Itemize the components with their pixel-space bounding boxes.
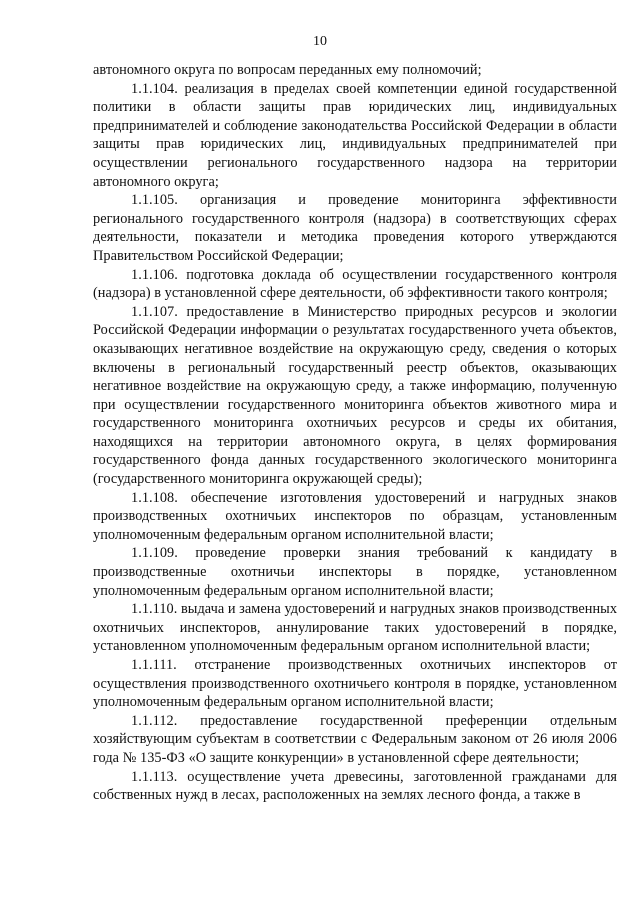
item-number: 1.1.113.	[131, 768, 178, 785]
paragraph-1-1-113	[93, 768, 617, 805]
item-number: 1.1.112.	[131, 712, 178, 729]
paragraph-text: выдача и замена удостоверений и нагрудных знаков производственных охотничьих инспекторов, аннулирование таких удостоверений в порядке, установленном уполномоченным федеральным органом исполнительной власти;	[93, 601, 618, 655]
item-number: 1.1.106.	[131, 266, 178, 283]
paragraph-text: подготовка доклада об осуществлении государственного контроля (надзора) в установленной сфере деятельности, об эффективности такого контроля;	[93, 266, 618, 302]
paragraph-1-1-111	[93, 656, 617, 712]
item-number: 1.1.108.	[131, 489, 178, 506]
item-number: 1.1.104.	[131, 80, 178, 97]
paragraph-1-1-112	[93, 712, 617, 768]
paragraph-1-1-108	[93, 489, 617, 545]
item-number: 1.1.109.	[131, 545, 178, 562]
paragraph-text: проведение проверки знания требований к кандидату в производственные охотничьи инспекторы в порядке, установленном уполномоченным федеральным органом исполнительной власти;	[93, 545, 617, 599]
item-number: 1.1.105.	[131, 192, 178, 209]
paragraph-text: автономного округа по вопросам переданных ему полномочий;	[93, 62, 482, 78]
paragraph-text: осуществление учета древесины, заготовленной гражданами для собственных нужд в лесах, расположенных на землях лесного фонда, а также в	[93, 768, 618, 804]
paragraph-continuation	[93, 61, 617, 80]
paragraph-1-1-107	[93, 303, 617, 489]
paragraph-1-1-105	[93, 191, 617, 265]
paragraph-text: предоставление в Министерство природных ресурсов и экологии Российской Федерации информации о результатах государственного учета объектов, оказывающих негативное воздействие на окружающую среду, сведения о которых включены в региональный государственный реестр объектов, оказывающих негативное воздействие на окружающую среду, а также информацию, полученную при осуществлении государственного мониторинга объектов животного мира и государственного мониторинга охотничьих ресурсов и среды их обитания, находящихся на территории автономного округа, в целях формирования государственного фонда данных государственного экологического мониторинга (государственного мониторинга окружающей среды);	[93, 303, 618, 488]
paragraph-text: реализация в пределах своей компетенции единой государственной политики в области защиты прав юридических лиц, индивидуальных предпринимателей и соблюдение законодательства Российской Федерации в области защиты прав юридических лиц, индивидуальных предпринимателей при осуществлении регионального государственного надзора на территории автономного округа;	[93, 80, 617, 190]
document-body	[93, 61, 617, 805]
paragraph-1-1-106	[93, 266, 617, 303]
item-number: 1.1.111.	[131, 657, 177, 673]
paragraph-text: организация и проведение мониторинга эффективности регионального государственного контроля (надзора) в соответствующих сферах деятельности, показатели и методика проведения которого утверждаются Правительством Российской Федерации;	[93, 192, 617, 264]
paragraph-text: обеспечение изготовления удостоверений и нагрудных знаков производственных охотничьих инспекторов по образцам, установленным уполномоченным федеральным органом исполнительной власти;	[93, 489, 618, 543]
paragraph-text: предоставление государственной преференции отдельным хозяйствующим субъектам в соответствии с Федеральным законом от 26 июля 2006 года № 135-ФЗ «О защите конкуренции» в установленной сфере деятельности;	[93, 712, 617, 766]
paragraph-text: отстранение производственных охотничьих инспекторов от осуществления производственного охотничьего контроля в порядке, установленном уполномоченным федеральным органом исполнительной власти;	[93, 657, 618, 711]
paragraph-1-1-104	[93, 80, 617, 192]
page-number: 10	[313, 34, 327, 49]
item-number: 1.1.107.	[131, 303, 178, 320]
paragraph-1-1-110	[93, 600, 617, 656]
item-number: 1.1.110.	[131, 601, 178, 618]
paragraph-1-1-109	[93, 544, 617, 600]
